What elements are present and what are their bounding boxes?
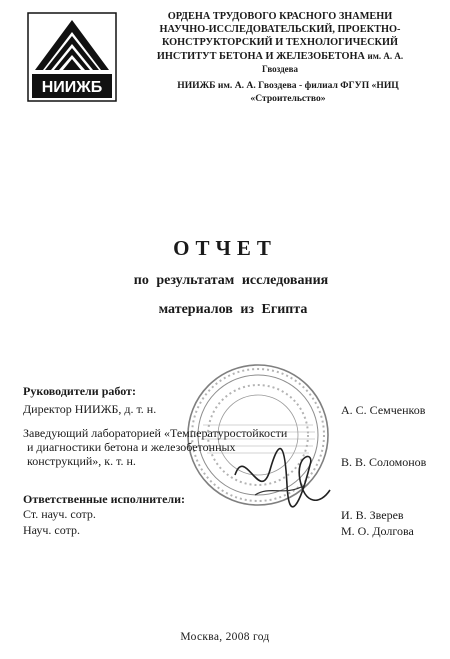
responsible-heading: Ответственные исполнители: — [23, 492, 186, 506]
head-role-line: Заведующий лабораторией «Температуростойкости — [23, 426, 288, 440]
report-subtitle: по результатам исследования — [133, 273, 329, 288]
director-name: А. С. Семченков — [341, 403, 426, 417]
org-line: КОНСТРУКТОРСКИЙ И ТЕХНОЛОГИЧЕСКИЙ — [161, 37, 399, 49]
branch-line: НИИЖБ им. А. А. Гвоздева - филиал ФГУП «НИЦ — [177, 80, 399, 91]
signature — [225, 435, 335, 515]
logo-text: НИИЖБ — [41, 79, 103, 96]
head-name: В. В. Соломонов — [341, 455, 427, 469]
place-and-year: Москва, 2008 год — [180, 631, 270, 643]
branch-name — [158, 79, 418, 105]
responsible-role: Ст. науч. сотр. — [23, 507, 96, 521]
responsible-role: Науч. сотр. — [23, 523, 80, 537]
report-title: ОТЧЕТ — [173, 236, 277, 260]
organization-name — [124, 10, 436, 76]
head-role-line: и диагностики бетона и железобетонных — [27, 440, 236, 454]
org-line — [124, 50, 436, 63]
responsible-name: И. В. Зверев — [341, 508, 404, 522]
org-line-suffix: им. А. А. — [367, 50, 404, 61]
leaders-heading: Руководители работ: — [23, 384, 136, 398]
responsible-name: М. О. Долгова — [341, 524, 414, 538]
branch-line: «Строительство» — [250, 93, 326, 104]
head-role-line: конструкций», к. т. н. — [27, 454, 136, 468]
niizhb-logo — [27, 12, 117, 102]
org-line: НАУЧНО-ИССЛЕДОВАТЕЛЬСКИЙ, ПРОЕКТНО- — [159, 24, 401, 36]
org-line: Гвоздева — [261, 63, 299, 74]
org-line: ОРДЕНА ТРУДОВОГО КРАСНОГО ЗНАМЕНИ — [167, 11, 393, 22]
org-line-text: ИНСТИТУТ БЕТОНА И ЖЕЛЕЗОБЕТОНА — [156, 50, 365, 62]
director-role: Директор НИИЖБ, д. т. н. — [23, 402, 157, 416]
report-subtitle: материалов из Египта — [158, 302, 308, 317]
